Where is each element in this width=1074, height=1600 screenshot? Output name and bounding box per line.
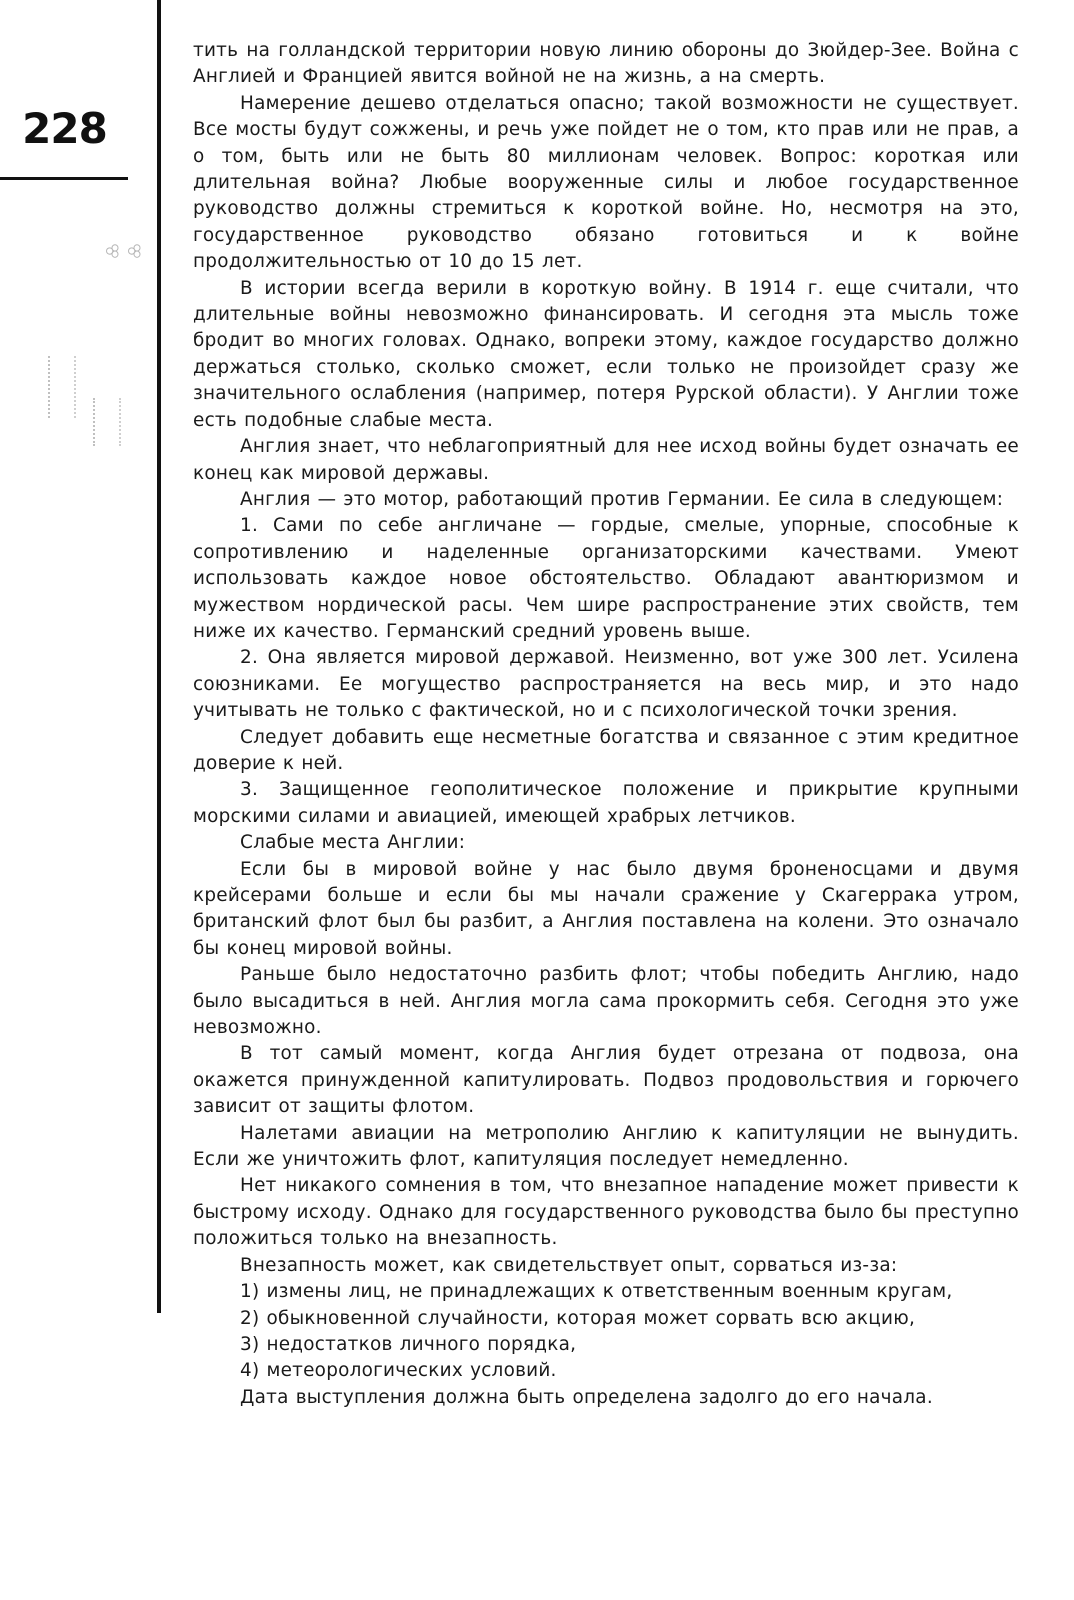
- page-number-rule: [0, 177, 128, 180]
- paragraph: Англия знает, что неблагоприятный для нее исход войны будет означать ее конец как мировой державы.: [193, 436, 1019, 484]
- page-number: 228: [22, 104, 107, 153]
- paragraph: Налетами авиации на метрополию Англию к капитуляции не вынудить. Если же уничтожить флот, капитуляция последует немедленно.: [193, 1122, 1019, 1171]
- paragraph: Нет никакого сомнения в том, что внезапное нападение может привести к быстрому исходу. Однако для государственного руководства было бы преступно положиться только на внезапность.: [193, 1175, 1019, 1250]
- margin-stamp-mark: [93, 398, 121, 446]
- paragraph: Раньше было недостаточно разбить флот; чтобы победить Англию, надо было высадиться в ней. Англия могла сама прокормить себя. Сегодня это уже невозможно.: [193, 964, 1019, 1039]
- list-item: 1) измены лиц, не принадлежащих к ответственным военным кругам,: [240, 1281, 953, 1303]
- margin-vertical-rule: [157, 0, 161, 1313]
- paragraph: Слабые места Англии:: [240, 832, 466, 854]
- list-item: 1. Сами по себе англичане — гордые, смелые, упорные, способные к сопротивлению и наделенные организаторскими качествами. Умеют использовать каждое новое обстоятельство. Обладают авантюризмом и мужеством нордической расы. Чем шире распространение этих свойств, тем ниже их качество. Германский средний уровень выше.: [193, 515, 1019, 642]
- paragraph: Англия — это мотор, работающий против Германии. Ее сила в следующем:: [240, 488, 1004, 510]
- margin-stamp-mark: [48, 356, 76, 418]
- paragraph: В истории всегда верили в короткую войну. В 1914 г. еще считали, что длительные войны невозможно финансировать. И сегодня эта мысль тоже бродит во многих головах. Однако, вопреки этому, каждое государство должно держаться столько, сколько сможет, если только не произойдет сразу же значительного ослабления (например, потеря Рурской области). У Англии тоже есть подобные слабые места.: [193, 277, 1019, 431]
- paragraph: Следует добавить еще несметные богатства и связанное с этим кредитное доверие к ней.: [193, 726, 1019, 774]
- paragraph: тить на голландской территории новую линию обороны до Зюйдер-Зее. Война с Англией и Францией явится войной не на жизнь, а на смерть.: [193, 40, 1019, 88]
- paragraph: Если бы в мировой войне у нас было двумя броненосцами и двумя крейсерами больше и если бы мы начали сражение у Скагеррака утром, британский флот был бы разбит, а Англия поставлена на колени. Это означало бы конец мировой войны.: [193, 858, 1019, 959]
- body-text: [193, 38, 1019, 1411]
- list-item: 2. Она является мировой державой. Неизменно, вот уже 300 лет. Усилена союзниками. Ее могущество распространяется на весь мир, и это надо учитывать не только с фактической, но и с психологической точки зрения.: [193, 647, 1019, 722]
- list-item: 2) обыкновенной случайности, которая может сорвать всю акцию,: [240, 1307, 916, 1329]
- list-item: 3. Защищенное геополитическое положение и прикрытие крупными морскими силами и авиацией, имеющей храбрых летчиков.: [193, 779, 1019, 827]
- paragraph: В тот самый момент, когда Англия будет отрезана от подвоза, она окажется принужденной капитулировать. Подвоз продовольствия и горючего зависит от защиты флотом.: [193, 1043, 1019, 1118]
- list-item: 3) недостатков личного порядка,: [240, 1333, 577, 1355]
- paragraph: Внезапность может, как свидетельствует опыт, сорваться из-за:: [240, 1254, 898, 1276]
- paragraph: Дата выступления должна быть определена задолго до его начала.: [240, 1386, 933, 1408]
- paragraph: Намерение дешево отделаться опасно; такой возможности не существует. Все мосты будут сожжены, и речь уже пойдет не о том, кто прав или не прав, а о том, быть или не быть 80 миллионам человек. Вопрос: короткая или длительная война? Любые вооруженные силы и любое государственное руководство должны стремиться к короткой войне. Но, несмотря на это, государственное руководство обязано готовиться и к войне продолжительностью от 10 до 15 лет.: [193, 92, 1019, 273]
- margin-marks: ꕢ ꕢ: [101, 242, 143, 262]
- list-item: 4) метеорологических условий.: [240, 1360, 557, 1382]
